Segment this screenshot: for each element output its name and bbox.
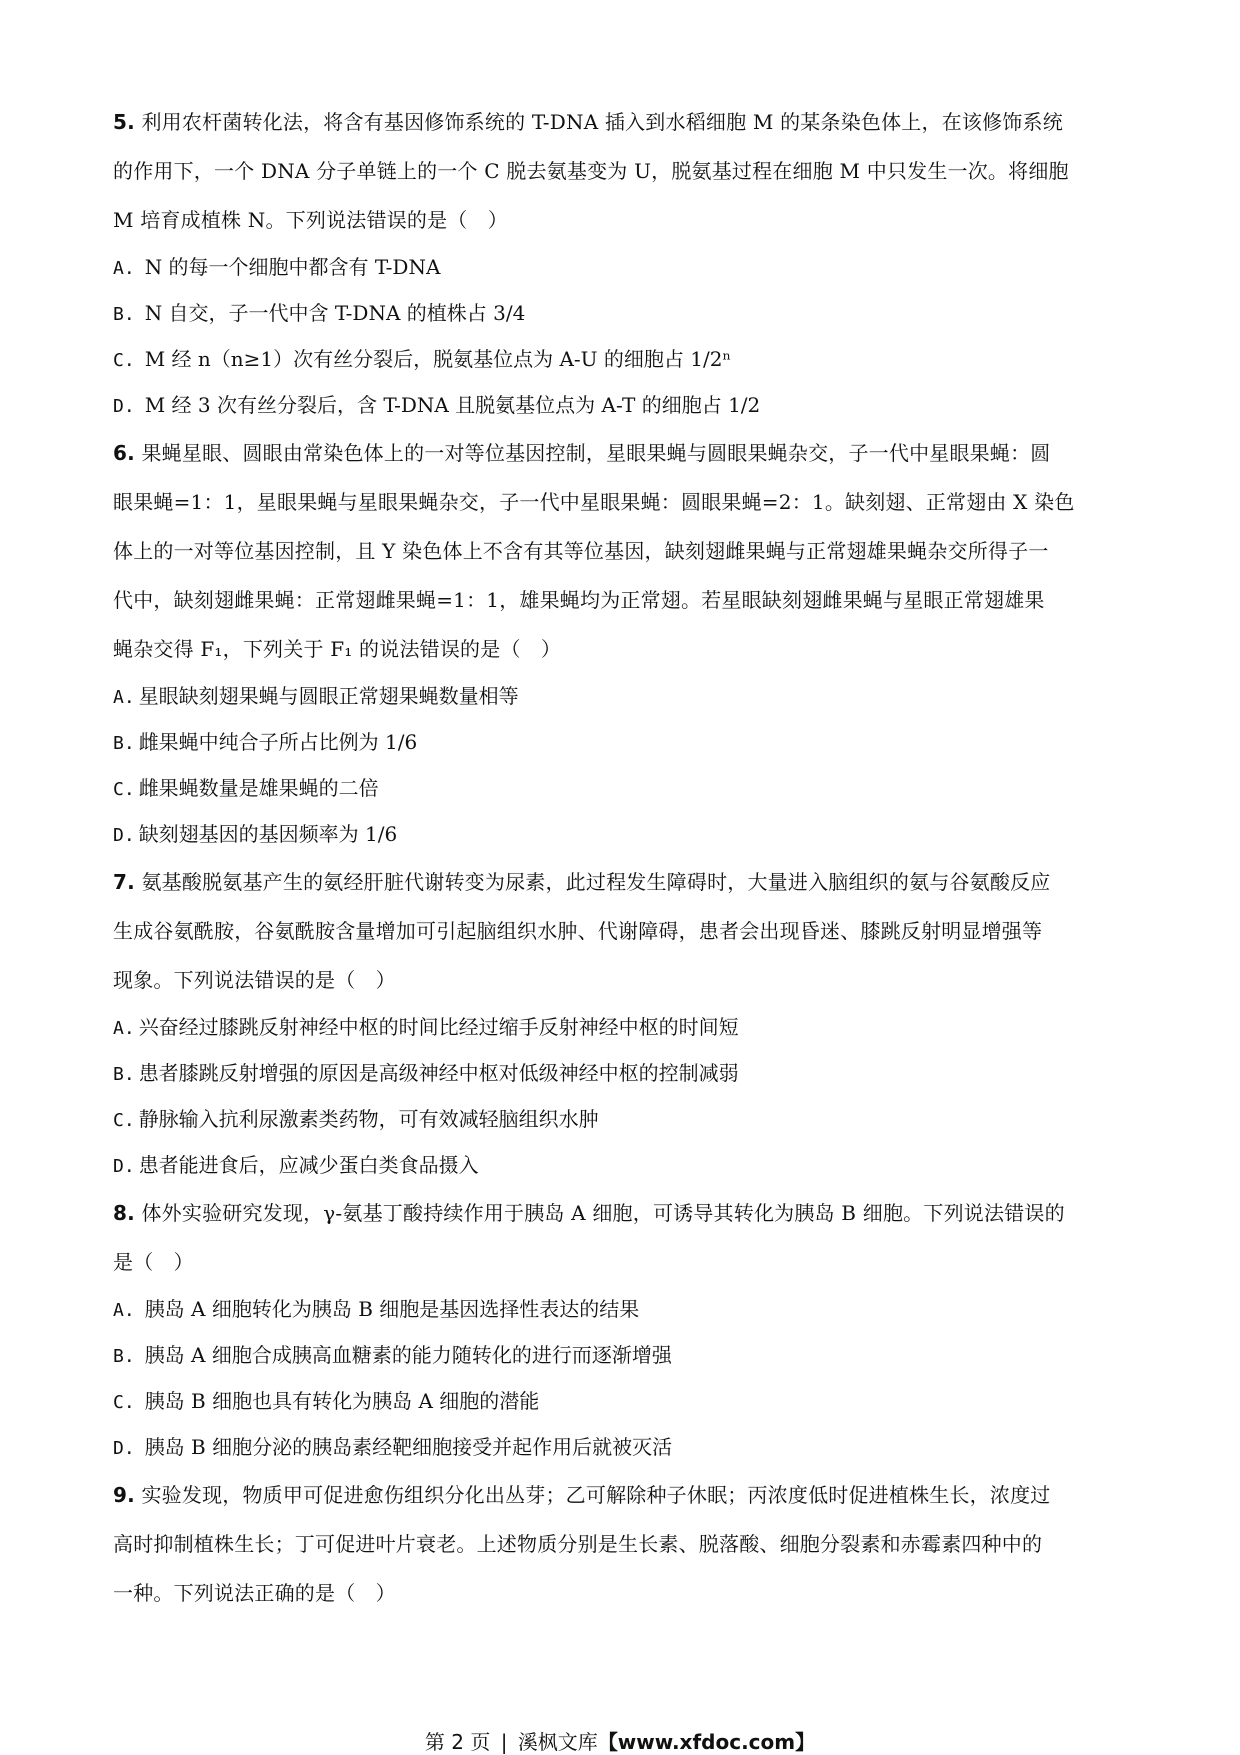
question-8 (113, 1189, 1128, 1471)
option-d: D. 胰岛 B 细胞分泌的胰岛素经靶细胞接受并起作用后就被灭活 (113, 1435, 673, 1459)
option-a: A. 星眼缺刻翅果蝇与圆眼正常翅果蝇数量相等 (113, 684, 519, 708)
option-a: A. 胰岛 A 细胞转化为胰岛 B 细胞是基因选择性表达的结果 (113, 1297, 640, 1321)
question-number: 8. (113, 1201, 135, 1225)
option-d: D. 患者能进食后，应减少蛋白类食品摄入 (113, 1153, 479, 1177)
page-number: 第 2 页 (424, 1730, 491, 1754)
question-number: 9. (113, 1483, 135, 1507)
question-number: 6. (113, 441, 135, 465)
question-stem: 5. 利用农杆菌转化法，将含有基因修饰系统的 T-DNA 插入到水稻细胞 M 的某条染色体上，在该修饰系统 的作用下，一个 DNA 分子单链上的一个 C 脱去氨基变为 U，脱氨基过程在细胞 M 中只发生一次。将细胞 M 培育成植株 N。下列说法错误的是（ ） (113, 110, 1069, 232)
option-c: C. 胰岛 B 细胞也具有转化为胰岛 A 细胞的潜能 (113, 1389, 540, 1413)
question-5 (113, 98, 1128, 429)
question-7 (113, 858, 1128, 1189)
footer-separator: | (500, 1730, 508, 1754)
option-b: B. 患者膝跳反射增强的原因是高级神经中枢对低级神经中枢的控制减弱 (113, 1061, 739, 1085)
question-number: 7. (113, 870, 135, 894)
option-a: A. 兴奋经过膝跳反射神经中枢的时间比经过缩手反射神经中枢的时间短 (113, 1015, 739, 1039)
option-c: C. 静脉输入抗利尿激素类药物，可有效减轻脑组织水肿 (113, 1107, 599, 1131)
option-b: B. 雌果蝇中纯合子所占比例为 1/6 (113, 730, 418, 754)
option-d: D. M 经 3 次有丝分裂后，含 T-DNA 且脱氨基位点为 A-T 的细胞占 1/2 (113, 393, 761, 417)
question-number: 5. (113, 110, 135, 134)
question-6 (113, 429, 1128, 858)
question-stem: 9. 实验发现，物质甲可促进愈伤组织分化出丛芽；乙可解除种子休眠；丙浓度低时促进植株生长，浓度过 高时抑制植株生长；丁可促进叶片衰老。上述物质分别是生长素、脱落酸、细胞分裂素和赤霉素四种中的 一种。下列说法正确的是（ ） (113, 1483, 1051, 1605)
question-9 (113, 1471, 1128, 1618)
site-url: 【www.xfdoc.com】 (597, 1730, 816, 1754)
question-stem: 8. 体外实验研究发现，γ-氨基丁酸持续作用于胰岛 A 细胞，可诱导其转化为胰岛 B 细胞。下列说法错误的 是（ ） (113, 1201, 1065, 1274)
option-b: B. 胰岛 A 细胞合成胰高血糖素的能力随转化的进行而逐渐增强 (113, 1343, 672, 1367)
question-stem: 7. 氨基酸脱氨基产生的氨经肝脏代谢转变为尿素，此过程发生障碍时，大量进入脑组织的氨与谷氨酸反应 生成谷氨酰胺，谷氨酰胺含量增加可引起脑组织水肿、代谢障碍，患者会出现昏迷、膝跳反射明显增强等 现象。下列说法错误的是（ ） (113, 870, 1051, 992)
option-a: A. N 的每一个细胞中都含有 T-DNA (113, 255, 441, 279)
option-d: D. 缺刻翅基因的基因频率为 1/6 (113, 822, 398, 846)
option-c: C. M 经 n（n≥1）次有丝分裂后，脱氨基位点为 A-U 的细胞占 1/2ⁿ (113, 347, 732, 371)
question-stem: 6. 果蝇星眼、圆眼由常染色体上的一对等位基因控制，星眼果蝇与圆眼果蝇杂交，子一代中星眼果蝇：圆 眼果蝇=1：1，星眼果蝇与星眼果蝇杂交，子一代中星眼果蝇：圆眼果蝇=2：1。缺刻翅、正常翅由 X 染色 体上的一对等位基因控制，且 Y 染色体上不含有其等位基因，缺刻翅雌果蝇与正常翅雄果蝇杂交所得子一 代中，缺刻翅雌果蝇：正常翅雌果蝇=1：1，雄果蝇均为正常翅。若星眼缺刻翅雌果蝇与星眼正常翅雄果 蝇杂交得 F₁，下列关于 F₁ 的说法错误的是（ ） (113, 441, 1075, 661)
page-footer (0, 1726, 1240, 1755)
site-name: 溪枫文库 (517, 1730, 598, 1754)
option-b: B. N 自交，子一代中含 T-DNA 的植株占 3/4 (113, 301, 526, 325)
page-content (113, 98, 1128, 1618)
option-c: C. 雌果蝇数量是雄果蝇的二倍 (113, 776, 379, 800)
